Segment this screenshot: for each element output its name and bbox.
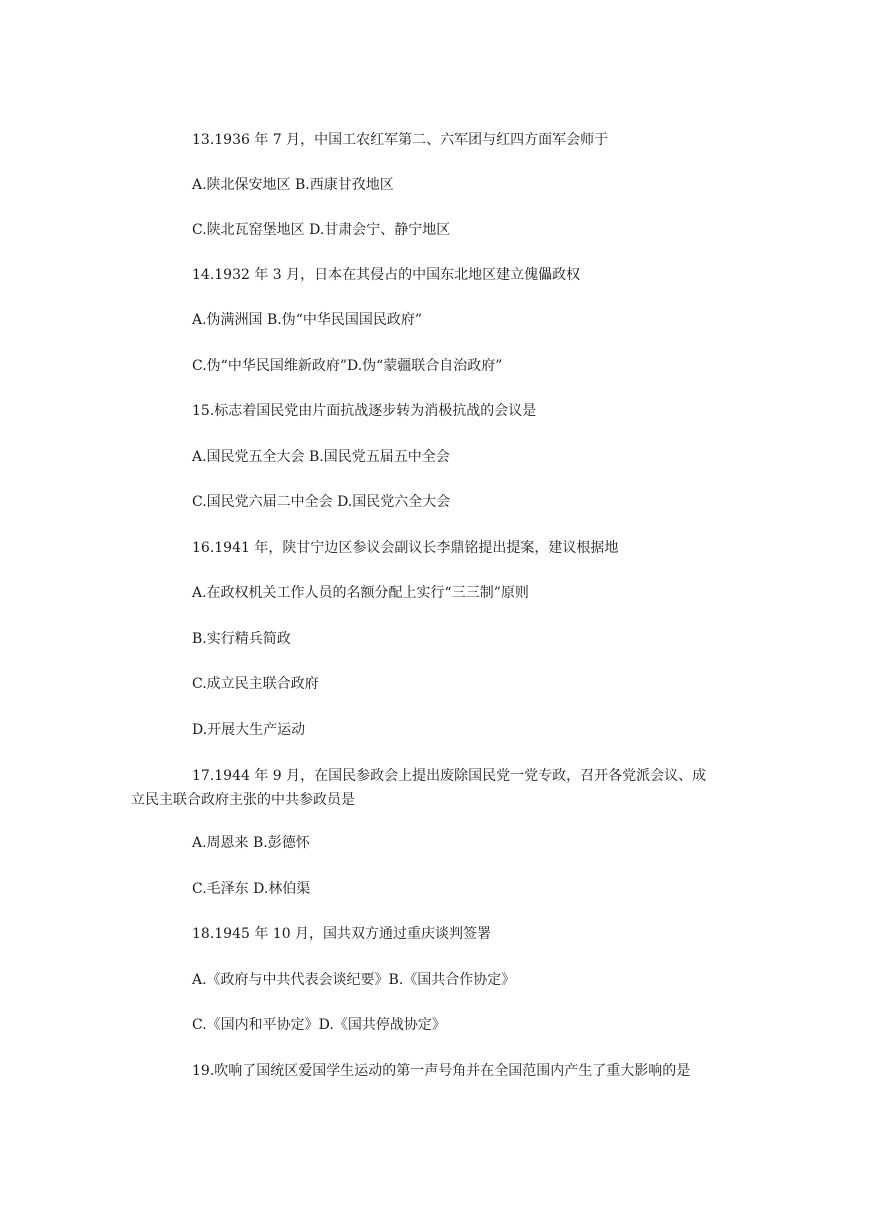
question-18-stem: 18.1945 年 10 月，国共双方通过重庆谈判签署 (192, 926, 492, 942)
question-16-option-d: D.开展大生产运动 (192, 722, 306, 738)
question-17-stem-continuation: 立民主联合政府主张的中共参政员是 (131, 792, 355, 808)
question-16-stem: 16.1941 年，陕甘宁边区参议会副议长李鼎铭提出提案，建议根据地 (192, 540, 619, 556)
question-13-stem: 13.1936 年 7 月，中国工农红军第二、六军团与红四方面军会师于 (192, 132, 609, 148)
question-16-option-b: B.实行精兵简政 (192, 631, 291, 647)
question-13-option-line-2: C.陕北瓦窑堡地区 D.甘肃会宁、静宁地区 (192, 222, 451, 238)
question-14-option-line-2: C.伪“中华民国维新政府”D.伪“蒙疆联合自治政府” (192, 358, 503, 374)
question-15-option-line-1: A.国民党五全大会 B.国民党五届五中全会 (192, 449, 450, 465)
question-17-stem: 17.1944 年 9 月，在国民参政会上提出废除国民党一党专政，召开各党派会议、成 (192, 768, 707, 784)
question-14-option-line-1: A.伪满洲国 B.伪“中华民国国民政府” (192, 312, 423, 328)
question-15-stem: 15.标志着国民党由片面抗战逐步转为消极抗战的会议是 (192, 403, 537, 419)
question-16-option-c: C.成立民主联合政府 (192, 676, 319, 692)
question-18-option-line-1: A.《政府与中共代表会谈纪要》B.《国共合作协定》 (192, 972, 516, 988)
question-16-option-a: A.在政权机关工作人员的名额分配上实行“三三制”原则 (192, 585, 529, 601)
question-14-stem: 14.1932 年 3 月，日本在其侵占的中国东北地区建立傀儡政权 (192, 267, 581, 283)
question-17-option-line-2: C.毛泽东 D.林伯渠 (192, 881, 311, 897)
question-17-option-line-1: A.周恩来 B.彭德怀 (192, 835, 310, 851)
question-18-option-line-2: C.《国内和平协定》D.《国共停战协定》 (192, 1017, 446, 1033)
question-13-option-line-1: A.陕北保安地区 B.西康甘孜地区 (192, 177, 394, 193)
question-19-stem: 19.吹响了国统区爱国学生运动的第一声号角并在全国范围内产生了重大影响的是 (192, 1063, 691, 1079)
question-15-option-line-2: C.国民党六届二中全会 D.国民党六全大会 (192, 494, 451, 510)
